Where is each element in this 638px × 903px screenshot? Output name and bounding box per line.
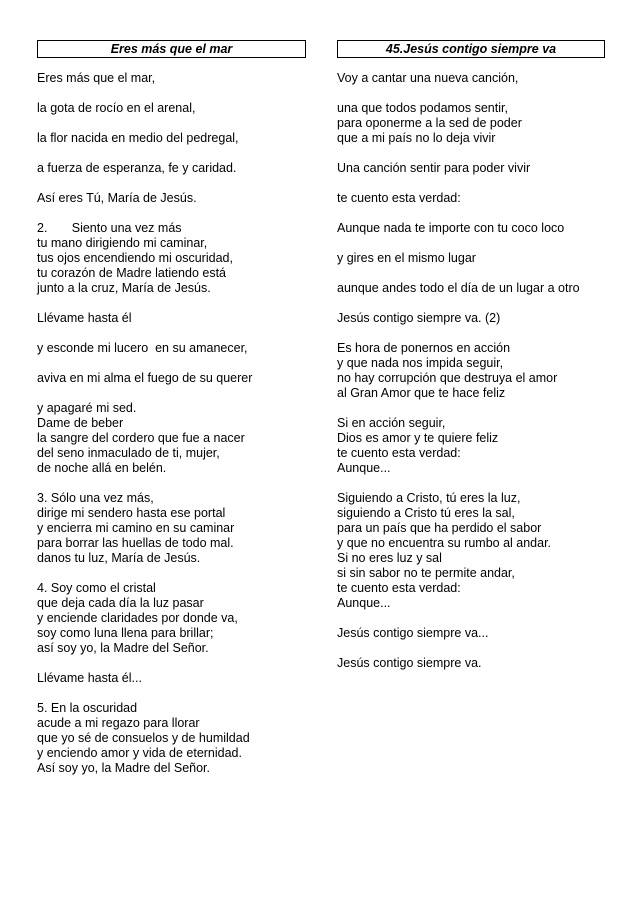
lyric-line: si sin sabor no te permite andar,: [337, 566, 515, 580]
left-song-title: Eres más que el mar: [37, 40, 306, 58]
lyric-line: 4. Soy como el cristal: [37, 581, 156, 595]
lyric-line: acude a mi regazo para llorar: [37, 716, 200, 730]
lyric-line: así soy yo, la Madre del Señor.: [37, 641, 209, 655]
blank-line: [37, 356, 306, 371]
lyric-line: la sangre del cordero que fue a nacer: [37, 431, 245, 445]
lyric-line: Una canción sentir para poder vivir: [337, 161, 531, 175]
lyric-line: 5. En la oscuridad: [37, 701, 138, 715]
lyric-line: Voy a cantar una nueva canción,: [337, 71, 519, 85]
lyric-line: una que todos podamos sentir,: [337, 101, 508, 115]
lyric-line: Jesús contigo siempre va. (2): [337, 311, 501, 325]
lyric-line: soy como luna llena para brillar;: [37, 626, 214, 640]
blank-line: [37, 656, 306, 671]
left-song-column: [37, 40, 306, 776]
lyric-line: Así soy yo, la Madre del Señor.: [37, 761, 211, 775]
lyric-line: y que no encuentra su rumbo al andar.: [337, 536, 552, 550]
lyric-line: no hay corrupción que destruya el amor: [337, 371, 558, 385]
lyric-line: Así eres Tú, María de Jesús.: [37, 191, 197, 205]
blank-line: [37, 686, 306, 701]
blank-line: [37, 296, 306, 311]
blank-line: [337, 176, 605, 191]
lyric-line: y enciende claridades por donde va,: [37, 611, 238, 625]
lyric-line: danos tu luz, María de Jesús.: [37, 551, 201, 565]
blank-line: [337, 476, 605, 491]
lyric-line: Si en acción seguir,: [337, 416, 446, 430]
blank-line: [337, 146, 605, 161]
lyric-line: y esconde mi lucero en su amanecer,: [37, 341, 248, 355]
lyric-line: aviva en mi alma el fuego de su querer: [37, 371, 253, 385]
lyric-line: Dios es amor y te quiere feliz: [337, 431, 499, 445]
blank-line: [337, 326, 605, 341]
blank-line: [337, 236, 605, 251]
lyric-line: la flor nacida en medio del pedregal,: [37, 131, 239, 145]
blank-line: [337, 401, 605, 416]
lyric-line: te cuento esta verdad:: [337, 446, 461, 460]
lyric-line: Aunque nada te importe con tu coco loco: [337, 221, 565, 235]
blank-line: [337, 86, 605, 101]
blank-line: [337, 641, 605, 656]
blank-line: [337, 266, 605, 281]
right-song-lyrics: [337, 71, 605, 671]
lyric-line: aunque andes todo el día de un lugar a otro: [337, 281, 580, 295]
lyric-line: Llévame hasta él: [37, 311, 132, 325]
blank-line: [37, 566, 306, 581]
lyric-line: para un país que ha perdido el sabor: [337, 521, 542, 535]
blank-line: [37, 176, 306, 191]
lyric-line: para oponerme a la sed de poder: [337, 116, 522, 130]
blank-line: [337, 206, 605, 221]
lyric-line: Eres más que el mar,: [37, 71, 156, 85]
blank-line: [37, 476, 306, 491]
lyric-line: siguiendo a Cristo tú eres la sal,: [337, 506, 515, 520]
lyric-line: al Gran Amor que te hace feliz: [337, 386, 506, 400]
lyric-line: y gires en el mismo lugar: [337, 251, 476, 265]
lyric-line: Jesús contigo siempre va...: [337, 626, 489, 640]
blank-line: [37, 116, 306, 131]
lyric-line: y enciendo amor y vida de eternidad.: [37, 746, 242, 760]
blank-line: [337, 296, 605, 311]
lyric-line: la gota de rocío en el arenal,: [37, 101, 196, 115]
lyric-line: para borrar las huellas de todo mal.: [37, 536, 234, 550]
lyric-line: y encierra mi camino en su caminar: [37, 521, 235, 535]
lyric-line: 2. Siento una vez más: [37, 221, 182, 235]
lyric-line: y que nada nos impida seguir,: [337, 356, 504, 370]
blank-line: [337, 611, 605, 626]
lyric-line: tus ojos encendiendo mi oscuridad,: [37, 251, 233, 265]
lyric-line: te cuento esta verdad:: [337, 191, 461, 205]
lyric-line: y apagaré mi sed.: [37, 401, 137, 415]
lyric-line: Si no eres luz y sal: [337, 551, 442, 565]
lyric-line: que yo sé de consuelos y de humildad: [37, 731, 250, 745]
lyric-line: te cuento esta verdad:: [337, 581, 461, 595]
lyric-line: 3. Sólo una vez más,: [37, 491, 154, 505]
lyric-line: tu mano dirigiendo mi caminar,: [37, 236, 208, 250]
lyric-line: junto a la cruz, María de Jesús.: [37, 281, 211, 295]
lyric-line: a fuerza de esperanza, fe y caridad.: [37, 161, 237, 175]
lyric-line: tu corazón de Madre latiendo está: [37, 266, 227, 280]
blank-line: [37, 146, 306, 161]
blank-line: [37, 206, 306, 221]
blank-line: [37, 386, 306, 401]
lyric-line: del seno inmaculado de ti, mujer,: [37, 446, 220, 460]
blank-line: [37, 326, 306, 341]
lyric-line: Es hora de ponernos en acción: [337, 341, 511, 355]
lyric-line: dirige mi sendero hasta ese portal: [37, 506, 226, 520]
lyric-line: Aunque...: [337, 596, 391, 610]
right-song-column: [337, 40, 605, 671]
lyric-line: Aunque...: [337, 461, 391, 475]
lyric-line: Siguiendo a Cristo, tú eres la luz,: [337, 491, 521, 505]
blank-line: [37, 86, 306, 101]
lyric-line: Llévame hasta él...: [37, 671, 142, 685]
right-song-title: 45.Jesús contigo siempre va: [337, 40, 605, 58]
lyric-line: Jesús contigo siempre va.: [337, 656, 482, 670]
left-song-lyrics: [37, 71, 306, 776]
lyric-line: de noche allá en belén.: [37, 461, 167, 475]
lyric-line: que a mi país no lo deja vivir: [337, 131, 496, 145]
lyric-line: que deja cada día la luz pasar: [37, 596, 204, 610]
lyric-line: Dame de beber: [37, 416, 124, 430]
